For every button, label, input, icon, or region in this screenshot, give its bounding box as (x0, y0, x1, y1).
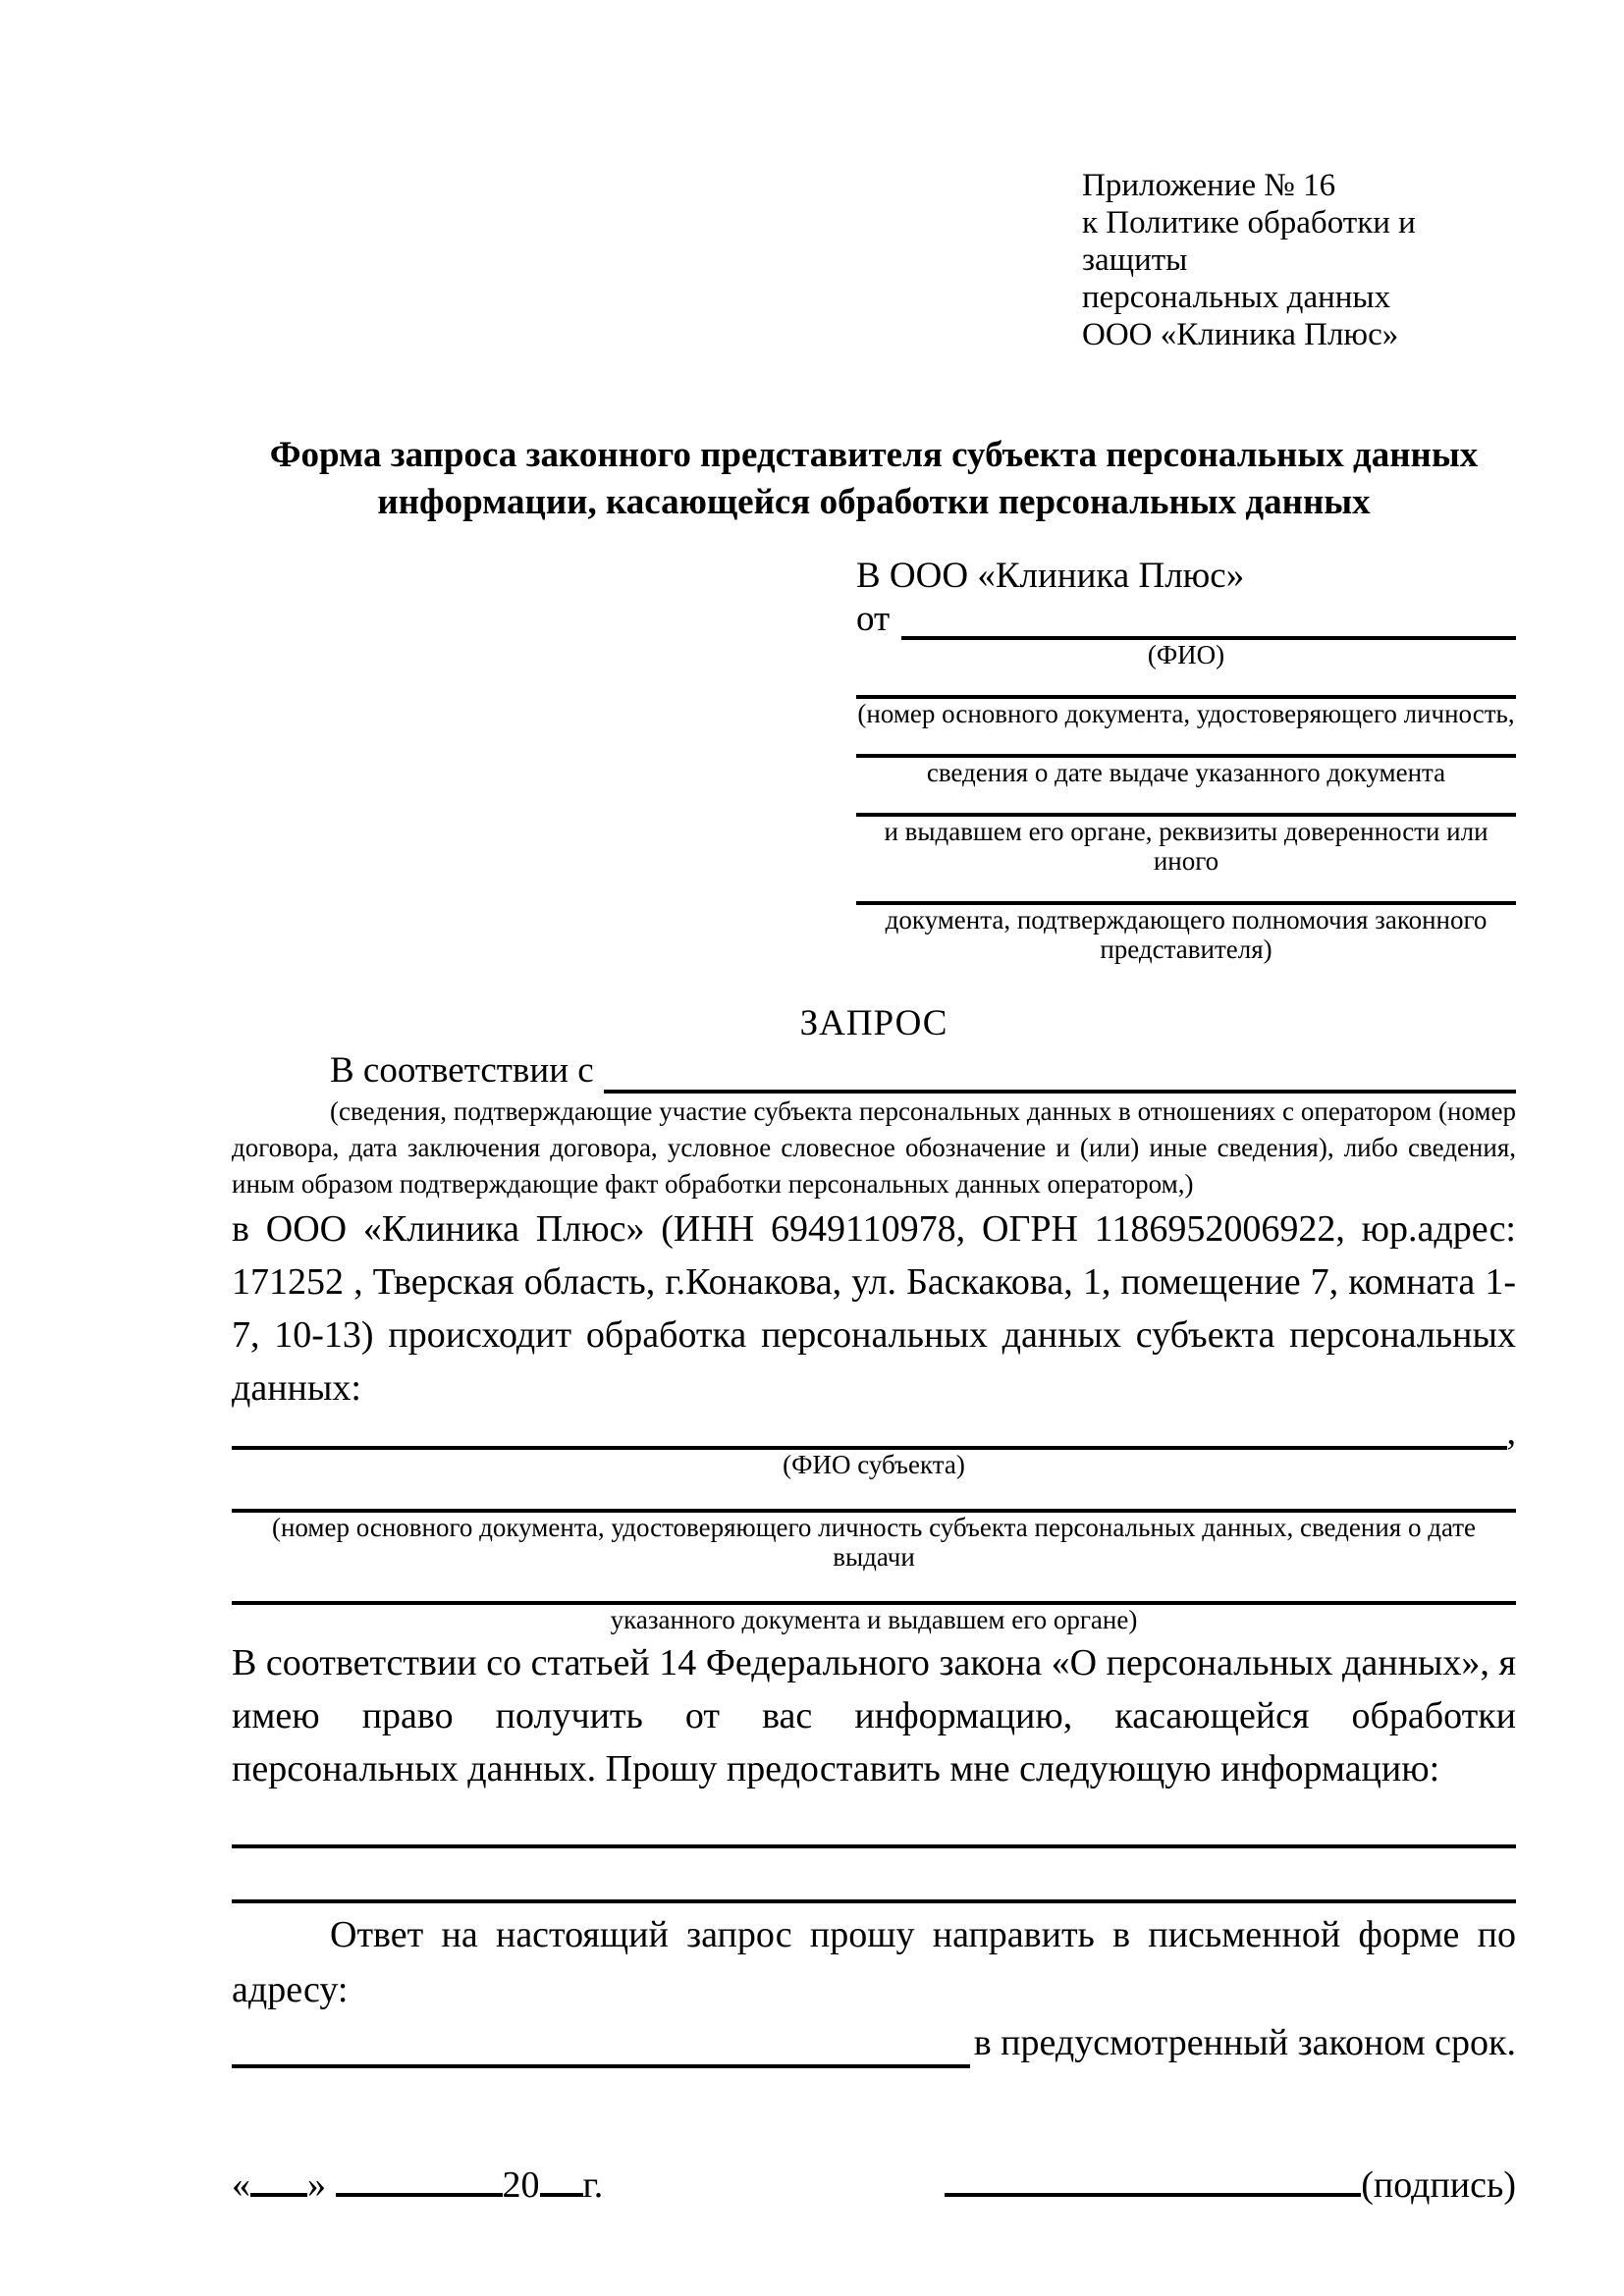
date-field (232, 2163, 603, 2208)
date-signature-row (232, 2163, 1516, 2208)
date-close-quote: » (307, 2164, 326, 2206)
according-blank-line (604, 1050, 1516, 1094)
annex-line: Приложение № 16 (1082, 168, 1336, 203)
according-label: В соответствии с (330, 1050, 594, 1091)
issuing-authority-caption: и выдавшем его органе, реквизиты доверенности или иного (884, 817, 1489, 876)
annex-line: ООО «Клиника Плюс» (1082, 317, 1399, 352)
subject-doc-blank-line (232, 1479, 1516, 1513)
reply-address-blank-line (232, 2019, 970, 2068)
reply-address-row (232, 2017, 1516, 2068)
addressee-block (856, 554, 1516, 964)
information-blank-line-2 (232, 1850, 1516, 1903)
operator-paragraph: в ООО «Клиника Плюс» (ИНН 6949110978, ОГРН 1186952006922, юр.адрес: 171252 , Тверская область, г.Конакова, ул. Баскакова, 1, помещение 7, комната 1-7, 10-13) происходит обработка персональных данных субъекта персональных данных: (232, 1208, 1516, 1409)
from-row (856, 599, 1516, 640)
issuing-authority-blank-line (856, 787, 1516, 817)
day-blank-line (250, 2167, 307, 2197)
subject-fio-comma: , (1506, 1412, 1516, 1453)
annex-line: к Политике обработки и защиты (1082, 205, 1416, 278)
request-heading: ЗАПРОС (799, 1003, 948, 1043)
year-suffix: г. (582, 2164, 604, 2206)
subject-fio-blank-line (232, 1415, 1507, 1450)
issue-date-caption: сведения о дате выдаче указанного документа (926, 758, 1446, 787)
reply-suffix: в предусмотренный законом срок. (973, 2022, 1516, 2063)
addressee-organization: В ООО «Клиника Плюс» (856, 556, 1245, 596)
signature-caption: (подпись) (1361, 2164, 1516, 2206)
subject-fio-caption: (ФИО субъекта) (783, 1450, 965, 1479)
doc-number-caption: (номер основного документа, удостоверяющего личность, (857, 699, 1515, 728)
signature-field (945, 2163, 1516, 2208)
subject-doc-caption-top: (номер основного документа, удостоверяющего личность субъекта персональных данных, сведения о дате выдачи (271, 1513, 1477, 1572)
authority-doc-blank-line (856, 876, 1516, 905)
annex-block (1082, 167, 1516, 353)
reply-line: Ответ на настоящий запрос прошу направить в письменной форме по адресу: (232, 1914, 1516, 2010)
fio-caption: (ФИО) (1147, 640, 1225, 669)
information-blank-line-1 (232, 1795, 1516, 1848)
statement-paragraph: В соответствии со статьей 14 Федерального закона «О персональных данных», я имею право получить от вас информацию, касающейся обработки персональных данных. Прошу предоставить мне следующую информацию: (232, 1642, 1516, 1789)
year-blank-line (540, 2167, 583, 2197)
doc-number-blank-line (856, 669, 1516, 699)
subject-fio-row (232, 1412, 1516, 1453)
signature-blank-line (945, 2167, 1361, 2197)
according-row (232, 1048, 1516, 1094)
issue-date-blank-line (856, 728, 1516, 758)
subject-doc-blank-line-2 (232, 1572, 1516, 1605)
annex-line: персональных данных (1082, 280, 1391, 315)
from-fio-blank-line (901, 601, 1516, 640)
date-open-quote: « (232, 2164, 250, 2206)
according-caption: (сведения, подтверждающие участие субъекта персональных данных в отношениях с оператором (номер договора, дата заключения договора, условное словесное обозначение и (или) иные сведения), либо сведения, иным образом подтверждающие факт обработки персональных данных оператором,) (232, 1096, 1516, 1199)
document-title: Форма запроса законного представителя субъекта персональных данных информации, касающейся обработки персональных данных (269, 435, 1479, 522)
from-label: от (856, 599, 891, 639)
authority-doc-caption: документа, подтверждающего полномочия законного представителя) (885, 905, 1488, 964)
subject-doc-caption-bottom: указанного документа и выдавшем его органе) (610, 1605, 1138, 1634)
year-century: 20 (502, 2164, 540, 2206)
month-blank-line (336, 2167, 503, 2197)
